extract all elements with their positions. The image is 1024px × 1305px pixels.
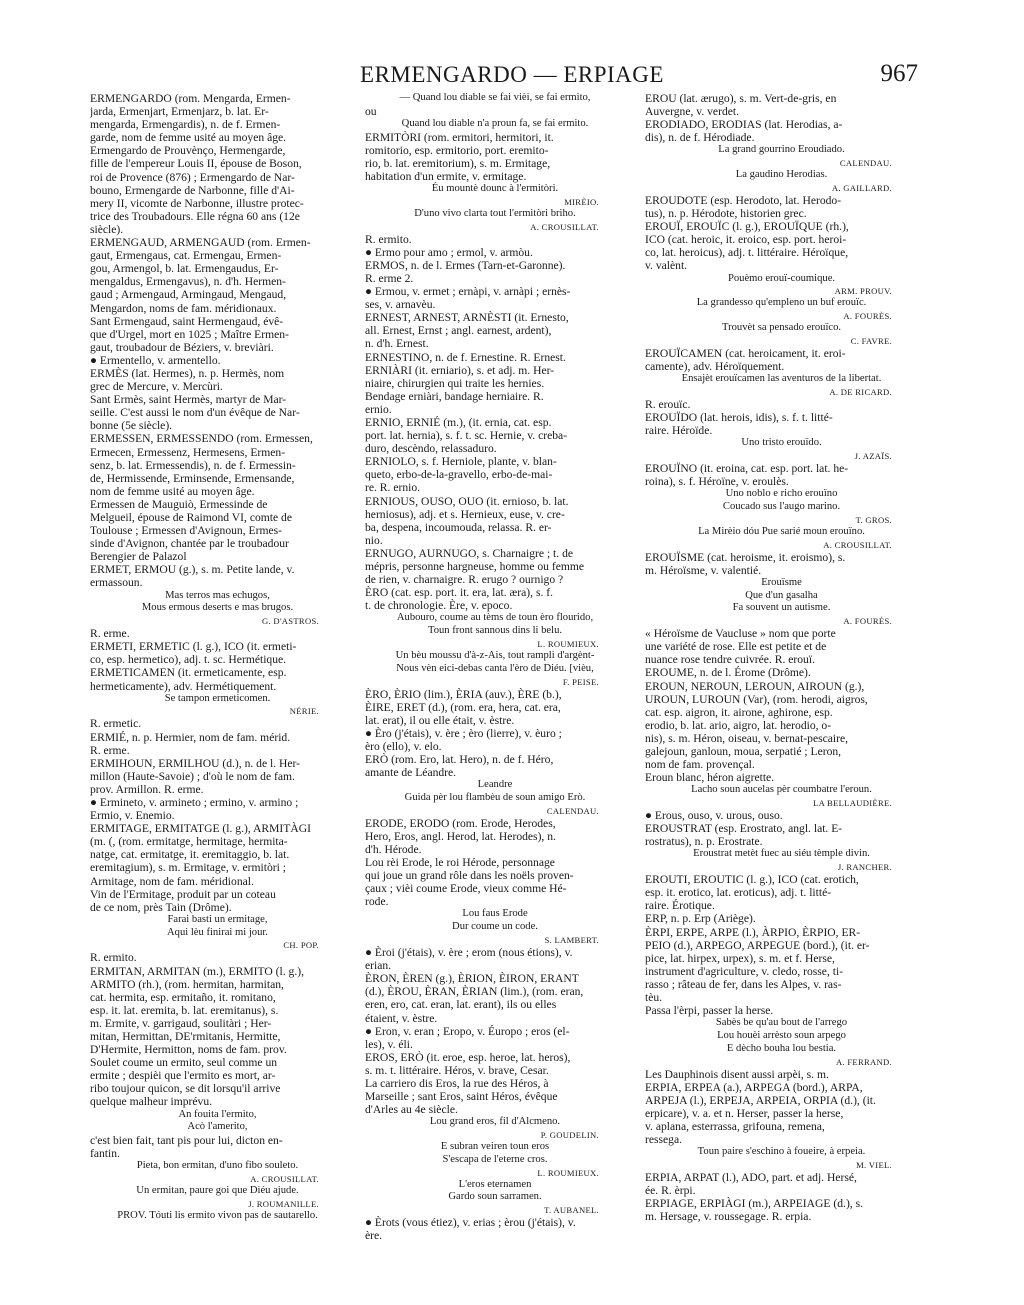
quotation-line: Aqui lèu finirai mi jour. bbox=[167, 926, 268, 938]
quotation-line: Uno noblo e richo erouïno bbox=[725, 488, 838, 500]
entry-text-line: ÈRO (cat. esp. port. it. era, lat. æra), s. f. bbox=[365, 586, 554, 600]
entry-text-line: senz, b. lat. Ermessendis), n. de f. Ermessin- bbox=[90, 458, 296, 472]
entry-text-line: ERNIO, ERNIÉ (m.), (it. ernia, cat. esp. bbox=[365, 415, 552, 429]
quotation-line: Guida pèr lou flambèu de soun amigo Erò. bbox=[404, 792, 586, 804]
entry-text-line: quelque malheur imprévu. bbox=[90, 1095, 213, 1109]
entry-text-line: gaut, Ermengaus, cat. Ermengau, Ermen- bbox=[90, 249, 282, 263]
quotation-author: S. LAMBERT. bbox=[544, 935, 599, 946]
quotation-line: Pouèmo erouï-coumique. bbox=[727, 272, 836, 284]
entry-text-line: d'Arles au 4e siècle. bbox=[365, 1103, 458, 1117]
entry-text-line: R. erouïc. bbox=[645, 397, 691, 411]
entry-text-line: ● Erous, ouso, v. urous, ouso. bbox=[645, 809, 783, 823]
quotation-line: Mous ermous deserts e mas brugos. bbox=[141, 602, 294, 614]
entry-text-line: nis), s. m. Héron, oiseau, v. bernat-pescaire, bbox=[645, 731, 849, 745]
entry-text-line: UROUN, LUROUN (Var), (rom. herodi, aigros, bbox=[645, 692, 868, 706]
entry-text-line: ERMITAN, ARMITAN (m.), ERMITO (l. g.), bbox=[90, 964, 305, 978]
entry-text-line: grec de Mercure, v. Mercùri. bbox=[90, 380, 223, 394]
entry-text-line: Hero, Eros, angl. Herod, lat. Herodes), n. bbox=[365, 829, 556, 843]
quotation-line: Toun front sannous dins li belu. bbox=[427, 625, 563, 637]
quotation-line: E dècho bouha lou bestia. bbox=[726, 1042, 837, 1054]
quotation-line: Gardo soun sarramen. bbox=[448, 1191, 542, 1203]
quotation-line: Dur coume un code. bbox=[452, 921, 538, 933]
entry-text-line: ● Ermentello, v. armentello. bbox=[90, 353, 221, 367]
entry-text-line: de ce nom, près Tain (Drôme). bbox=[90, 900, 232, 914]
running-title: ERMENGARDO — ERPIAGE bbox=[360, 62, 664, 87]
quotation-line: La Mirèio dóu Pue sarié moun erouïno. bbox=[698, 525, 865, 537]
entry-text-line: R. erme. bbox=[90, 743, 130, 757]
entry-text-line: port. lat. hernia), s. f. t. sc. Hernie, v. creba- bbox=[365, 429, 568, 443]
entry-text-line: Les Dauphinois disent aussi arpèi, s. m. bbox=[645, 1067, 829, 1081]
entry-text-line: galejoun, ganloun, moua, serpatié ; Leron, bbox=[645, 744, 842, 758]
entry-text-line: Berengier de Palazol bbox=[90, 550, 187, 564]
quotation-author: T. GROS. bbox=[855, 514, 892, 525]
entry-text-line: ERNEST, ARNEST, ARNÈSTI (it. Ernesto, bbox=[365, 311, 569, 325]
entry-text-line: Lou rèi Erode, le roi Hérode, personnage bbox=[365, 856, 555, 870]
quotation-line: Se tampon ermeticomen. bbox=[164, 692, 271, 704]
entry-text-line: ÈRPI, ERPE, ARPE (l.), ÀRPIO, ÈRPIO, ER- bbox=[645, 925, 861, 939]
entry-text-line: R. ermito. bbox=[90, 951, 137, 965]
entry-text-line: que d'Urgel, mort en 1025 ; Maître Ermen- bbox=[90, 327, 289, 341]
entry-text-line: ernio. bbox=[365, 402, 392, 416]
entry-text-line: m. Ermite, v. garrigaud, soulitàri ; Her- bbox=[90, 1016, 272, 1030]
entry-text-line: rostratus), n. p. Erostrate. bbox=[645, 835, 763, 849]
entry-text-line: rasso ; râteau de fer, dans les Alpes, v. ras- bbox=[645, 977, 842, 991]
entry-text-line: ERMETICAMEN (it. ermeticamente, esp. bbox=[90, 666, 287, 680]
entry-text-line: Toulouse ; Ermessen d'Avignoun, Ermes- bbox=[90, 524, 283, 538]
entry-text-line: mépris, personne hargneuse, homme ou femme bbox=[365, 560, 585, 573]
entry-text-line: eremitagium), s. m. Ermitage, v. ermitòri ; bbox=[90, 861, 286, 875]
entry-text-line: EROUN, NEROUN, LEROUN, AIROUN (g.), bbox=[645, 679, 865, 693]
entry-text-line: ÈRO, ÈRIO (lim.), ÈRIA (auv.), ÈRE (b.), bbox=[365, 687, 562, 701]
entry-text-line: fantin. bbox=[90, 1147, 120, 1161]
entry-text-line: ribo toujour quicon, se dit lorsqu'il arrive bbox=[90, 1082, 281, 1096]
quotation-line: Que d'un gasalha bbox=[745, 589, 818, 601]
entry-text-line: dis), n. de f. Hérodiade. bbox=[645, 131, 755, 145]
entry-text-line: erodio, b. lat. ario, aigro, lat. herodio, o- bbox=[645, 718, 832, 732]
quotation-author: J. RANCHER. bbox=[837, 862, 892, 873]
entry-text-line: fille de l'empereur Louis II, épouse de Boson, bbox=[90, 157, 302, 171]
entry-text-line: c'est bien fait, tant pis pour lui, dicton en- bbox=[90, 1134, 283, 1148]
quotation-line: Toun paire s'eschino à foueire, à erpeia. bbox=[697, 1146, 866, 1158]
quotation-line: Eroustrat metèt fuec au siéu tèmple divin. bbox=[693, 848, 870, 860]
quotation-author: L. ROUMIEUX. bbox=[537, 1167, 599, 1178]
entry-text-line: ERP, n. p. Erp (Ariège). bbox=[645, 912, 756, 926]
quotation-line: Sabès be qu'au bout de l'arrego bbox=[715, 1017, 848, 1029]
entry-text-line: cat. esp. aigron, it. airone, aghirone, esp. bbox=[645, 705, 833, 719]
entry-text-line: erian. bbox=[365, 959, 392, 973]
entry-text-line: hermeticamente), adv. Hermétiquement. bbox=[90, 679, 277, 693]
entry-text-line: nio. bbox=[365, 533, 383, 547]
quotation-author: CH. POP. bbox=[283, 940, 319, 951]
quotation-line: Lou grand eros, fil d'Alcmeno. bbox=[429, 1116, 561, 1128]
entry-text-line: bonne (5e siècle). bbox=[90, 419, 173, 433]
entry-text-line: garde, nom de femme usité au moyen âge. bbox=[90, 131, 287, 145]
entry-text-line: ERNIÀRI (it. erniario), s. et adj. m. Her- bbox=[365, 363, 555, 377]
quotation-author: A. FOURÈS. bbox=[843, 616, 892, 627]
quotation-line: Nous vèn eici-debas canta l'èro de Diéu. [vièu, bbox=[396, 662, 594, 674]
entry-text-line: duro, descèndo, relassaduro. bbox=[365, 442, 497, 456]
entry-text-line: R. erme. bbox=[90, 627, 130, 641]
entry-text-line: gaud ; Armengaud, Armingaud, Mengaud, bbox=[90, 288, 287, 302]
entry-text-line: EROU (lat. ærugo), s. m. Vert-de-gris, en bbox=[645, 92, 837, 105]
entry-text-line: ressega. bbox=[645, 1133, 683, 1147]
entry-text-line: La carriero dis Eros, la rue des Héros, à bbox=[365, 1077, 549, 1090]
entry-text-line: Eroun blanc, héron aigrette. bbox=[645, 771, 775, 785]
entry-text-line: EROUÏ, EROUÏC (l. g.), EROUÏQUE (rh.), bbox=[645, 220, 849, 234]
quotation-line: Lacho soun aucelas pèr coumbatre l'eroun. bbox=[691, 784, 872, 796]
entry-text-line: raire. Héroïde. bbox=[645, 424, 713, 438]
entry-text-line: Soulet coume un ermito, seul comme un bbox=[90, 1056, 278, 1070]
entry-text-line: bouno, Ermengarde de Narbonne, fille d'Ai- bbox=[90, 183, 295, 197]
entry-text-line: de, Hermissende, Erminsende, Ermensande, bbox=[90, 471, 295, 485]
entry-text-line: Bendage erniàri, bandage herniaire. R. bbox=[365, 389, 544, 403]
entry-text-line: Sant Ermès, saint Hermès, martyr de Mar- bbox=[90, 393, 287, 407]
entry-text-line: EROUÏDO (lat. herois, idis), s. f. t. litté- bbox=[645, 411, 833, 424]
entry-text-line: t. de chronologie. Ère, v. epoco. bbox=[365, 599, 513, 613]
quotation-author: A. DE RICARD. bbox=[829, 386, 892, 397]
entry-text-line: mengaldus, Ermengavus), n. d'h. Hermen- bbox=[90, 275, 286, 289]
entry-text-line: ÈRON, ÈREN (g.), ÈRION, ÈIRON, ERANT bbox=[365, 972, 579, 986]
quotation-author: C. FAVRE. bbox=[850, 335, 892, 346]
entry-text-line: pice, lat. hirpex, urpex), s. m. et f. Herse, bbox=[645, 951, 835, 965]
entry-text-line: sinde d'Avignon, chantée par le troubadour bbox=[90, 537, 289, 551]
entry-text-line: ermassoun. bbox=[90, 576, 143, 590]
quotation-line: Lou faus Erode bbox=[462, 908, 528, 920]
entry-text-line: les), v. éli. bbox=[365, 1037, 413, 1051]
text-column-left bbox=[90, 92, 345, 1282]
entry-text-line: (d.), ÈROU, ÈRAN, ÈRIAN (lim.), (rom. eran, bbox=[365, 985, 584, 999]
entry-text-line: ERMITAGE, ERMITATGE (l. g.), ARMITÀGI bbox=[90, 822, 311, 836]
entry-text-line: ERMIHOUN, ERMILHOU (d.), n. de l. Her- bbox=[90, 756, 301, 770]
entry-text-line: niaire, chirurgien qui traite les hernies. bbox=[365, 376, 545, 390]
entry-text-line: habitation d'un ermite, v. ermitage. bbox=[365, 169, 527, 183]
entry-text-line: ERMENGARDO (rom. Mengarda, Ermen- bbox=[90, 92, 291, 105]
entry-text-line: nom de fam. provençal. bbox=[645, 758, 755, 772]
entry-text-line: camente), adv. Héroïquement. bbox=[645, 360, 785, 374]
entry-text-line: Armitage, nom de fam. méridional. bbox=[90, 874, 254, 888]
quotation-line: — Quand lou diable se fai vièi, se fai ermito, bbox=[399, 92, 591, 103]
entry-text-line: amante de Léandre. bbox=[365, 766, 457, 780]
entry-text-line: co, lat. heroicus), adj. t. littéraire. Héroïque, bbox=[645, 246, 849, 260]
entry-text-line: re. R. ernio. bbox=[365, 481, 421, 495]
quotation-author: CALENDAU. bbox=[546, 805, 599, 816]
entry-text-line: EROUDOTE (esp. Herodoto, lat. Herodo- bbox=[645, 193, 842, 207]
entry-text-line: ERMENGAUD, ARMENGAUD (rom. Ermen- bbox=[90, 236, 311, 250]
entry-text-line: èro (ello), v. elo. bbox=[365, 739, 442, 753]
entry-text-line: n. d'h. Ernest. bbox=[365, 337, 429, 351]
entry-text-line: Marseille ; sant Eros, saint Héros, évêque bbox=[365, 1090, 558, 1104]
entry-text-line: ERMESSEN, ERMESSENDO (rom. Ermessen, bbox=[90, 432, 313, 446]
quotation-author: T. AUBANEL. bbox=[544, 1205, 599, 1216]
entry-text-line: Sant Ermengaud, saint Hermengaud, évê- bbox=[90, 314, 284, 328]
quotation-author: P. GOUDELIN. bbox=[540, 1130, 599, 1141]
entry-text-line: R. ermito. bbox=[365, 232, 412, 246]
entry-text-line: raire. Érotique. bbox=[645, 899, 715, 913]
entry-text-line: rode. bbox=[365, 895, 389, 909]
entry-text-line: EROUTI, EROUTIC (l. g.), ICO (cat. erotich, bbox=[645, 873, 859, 887]
quotation-author: NÉRIE. bbox=[289, 706, 319, 717]
entry-text-line: EROUÏNO (it. eroina, cat. esp. port. lat. he- bbox=[645, 461, 849, 475]
entry-text-line: qui joue un grand rôle dans les noëls proven- bbox=[365, 869, 574, 883]
text-column-right bbox=[645, 92, 918, 1282]
entry-text-line: rio, b. lat. eremitorium), s. m. Ermitage, bbox=[365, 156, 551, 170]
entry-text-line: EROUÏSME (cat. heroisme, it. eroismo), s. bbox=[645, 550, 846, 564]
entry-text-line: roi de Provence (876) ; Ermengardo de Nar- bbox=[90, 170, 295, 184]
entry-text-line: ERNESTINO, n. de f. Ernestine. R. Ernest. bbox=[365, 350, 566, 364]
entry-text-line: ARMITO (rh.), (rom. hermitan, harmitan, bbox=[90, 977, 284, 991]
entry-text-line: co, esp. hermetico), adj. t. sc. Hermétique. bbox=[90, 653, 287, 667]
entry-text-line: ● Eron, v. eran ; Eropo, v. Éuropo ; eros (el- bbox=[365, 1024, 570, 1038]
entry-text-line: siècle). bbox=[90, 222, 124, 236]
entry-text-line: nuance rose tendre cuivrée. R. erouï. bbox=[645, 653, 815, 667]
entry-text-line: trice des Troubadours. Elle régna 60 ans (12e bbox=[90, 209, 300, 223]
quotation-author: A. GAILLARD. bbox=[831, 182, 892, 193]
quotation-line: Éu mountè dounc à l'ermitòri. bbox=[431, 183, 559, 195]
entry-text-line: ERMETI, ERMETIC (l. g.), ICO (it. ermeti- bbox=[90, 640, 297, 654]
quotation-author: A. CROUSILLAT. bbox=[530, 221, 599, 232]
entry-text-line: ermite ; despièi que l'ermito es mort, ar- bbox=[90, 1069, 276, 1083]
entry-text-line: ERNIOUS, OUSO, OUO (it. ernioso, b. lat. bbox=[365, 494, 569, 508]
entry-text-line: romitorio, esp. ermitorio, port. eremito- bbox=[365, 143, 549, 157]
entry-text-line: ● Èroi (j'étais), v. ère ; erom (nous étions), v. bbox=[365, 946, 573, 960]
quotation-line: La grand gourrino Eroudiado. bbox=[718, 144, 845, 156]
quotation-line: Mas terros mas echugos, bbox=[165, 589, 270, 601]
entry-text-line: tus), n. p. Hérodote, historien grec. bbox=[645, 207, 807, 221]
entry-text-line: Ermengardo de Prouvènço, Hermengarde, bbox=[90, 144, 286, 158]
entry-text-line: v. valènt. bbox=[645, 259, 688, 273]
entry-text-line: mitan, Hermittan, DE'rmitanis, Hermitte, bbox=[90, 1029, 281, 1043]
entry-text-line: nom de femme usité au moyen âge. bbox=[90, 484, 255, 498]
entry-text-line: ERPIAGE, ERPIÀGI (m.), ARPEIAGE (d.), s. bbox=[645, 1197, 864, 1211]
entry-text-line: herniosus), adj. et s. Hernieux, euse, v. cre- bbox=[365, 507, 565, 521]
entry-text-line: jarda, Ermenjart, Ermenjarz, b. lat. Er- bbox=[90, 105, 269, 119]
entry-text-line: ERPIA, ERPEA (a.), ARPEGA (bord.), ARPA, bbox=[645, 1080, 863, 1094]
entry-text-line: v. aplana, esterrassa, grifouna, remena, bbox=[645, 1119, 825, 1133]
entry-text-line: prov. Armillon. R. erme. bbox=[90, 782, 204, 796]
entry-text-line: mery II, vicomte de Narbonne, illustre protec- bbox=[90, 196, 304, 210]
quotation-author: LA BELLAUDIÈRE. bbox=[813, 798, 892, 809]
entry-text-line: roina), s. f. Héroïne, v. eroulès. bbox=[645, 475, 789, 489]
text-column-middle bbox=[365, 92, 625, 1282]
entry-text-line: esp. it. erotico, lat. eroticus), adj. t. litté- bbox=[645, 886, 832, 900]
entry-text-line: PEIO (d.), ARPEGO, ARPEGUE (bord.), (it. er- bbox=[645, 938, 870, 952]
entry-text-line: all. Ernest, Ernst ; angl. earnest, ardent), bbox=[365, 324, 552, 338]
entry-text-line: Ermecen, Ermessenz, Hermesens, Ermen- bbox=[90, 445, 286, 459]
quotation-line: E subran veiren toun eros bbox=[440, 1141, 550, 1153]
entry-text-line: ● Èrots (vous étiez), v. erias ; èrou (j'étais), v. bbox=[365, 1216, 576, 1230]
entry-text-line: cat. hermita, esp. ermitaño, it. romitano, bbox=[90, 990, 276, 1004]
entry-text-line: ère. bbox=[365, 1229, 383, 1243]
quotation-author: A. CROUSILLAT. bbox=[250, 1174, 319, 1185]
entry-text-line: ba, despena, incoumouda, relassa. R. er- bbox=[365, 520, 552, 534]
entry-text-line: çaux ; vièi coume Erode, vieux comme Hé- bbox=[365, 882, 567, 896]
quotation-line: Un bèu moussu d'à-z-Ais, tout rampli d'argènt- bbox=[395, 649, 595, 661]
entry-text-line: ● Èro (j'étais), v. ère ; èro (lierre), v. èuro ; bbox=[365, 726, 562, 740]
entry-text-line: Melgueil, épouse de Raimond VI, comte de bbox=[90, 511, 292, 524]
entry-text-line: tèu. bbox=[645, 990, 663, 1004]
entry-text-line: ● Ermou, v. ermet ; ernàpi, v. arnàpi ; ernès- bbox=[365, 285, 571, 299]
entry-text-line: ● Ermineto, v. armineto ; ermino, v. armino ; bbox=[90, 795, 299, 809]
entry-text-line: ARPEJA (l.), ERPEJA, ARPEIA, ORPIA (d.), (it. bbox=[645, 1093, 876, 1107]
quotation-line: Farai basti un ermitage, bbox=[167, 913, 268, 925]
entry-text-line: m. Hersage, v. roussegage. R. erpia. bbox=[645, 1210, 812, 1224]
quotation-line: Un ermitan, paure goi que Diéu ajude. bbox=[136, 1185, 299, 1197]
entry-text-line: queto, erbo-de-la-gravello, erbo-de-mai- bbox=[365, 468, 553, 482]
quotation-author: J. ROUMANILLE. bbox=[248, 1198, 319, 1209]
quotation-author: L. ROUMIEUX. bbox=[537, 638, 599, 649]
quotation-line: Fa souvent un autisme. bbox=[732, 602, 831, 614]
entry-text-line: EROS, ERÒ (it. eroe, esp. heroe, lat. heros), bbox=[365, 1050, 571, 1064]
entry-text-line: instrument d'agriculture, v. cledo, rosse, ti- bbox=[645, 964, 844, 978]
quotation-author: G. D'ASTROS. bbox=[262, 616, 319, 627]
entry-text-line: ERMÈS (lat. Hermes), n. p. Hermès, nom bbox=[90, 366, 285, 380]
entry-text-line: EROUSTRAT (esp. Erostrato, angl. lat. E- bbox=[645, 822, 843, 836]
entry-text-line: ● Ermo pour amo ; ermol, v. armòu. bbox=[365, 245, 533, 259]
entry-text-line: eren, ero, cat. eran, lat. erant), ils ou elles bbox=[365, 998, 557, 1012]
entry-text-line: Mengardon, noms de fam. méridionaux. bbox=[90, 301, 277, 315]
quotation-line: An fouita l'ermito, bbox=[178, 1108, 257, 1120]
entry-text-line: étaient, v. èstre. bbox=[365, 1011, 438, 1025]
entry-text-line: ÈIRE, ERET (d.), (rom. era, hera, cat. era, bbox=[365, 700, 561, 714]
entry-text-line: Ermio, v. Enemio. bbox=[90, 809, 175, 823]
quotation-line: D'uno vivo clarta tout l'ermitòri briho. bbox=[414, 207, 576, 219]
entry-text-line: Auvergne, v. verdet. bbox=[645, 105, 740, 119]
entry-text-line: R. ermetic. bbox=[90, 717, 142, 731]
quotation-author: F. PEISE. bbox=[562, 676, 599, 687]
quotation-line: Uno tristo erouïdo. bbox=[741, 437, 822, 449]
quotation-line: Ensajèt erouïcamen las aventuros de la libertat. bbox=[681, 373, 882, 385]
quotation-line: Quand lou diable n'a proun fa, se fai ermito. bbox=[401, 117, 589, 129]
entry-text-line: R. erme 2. bbox=[365, 271, 414, 285]
entry-text-line: ERNUGO, AURNUGO, s. Charnaigre ; t. de bbox=[365, 546, 574, 560]
quotation-author: CALENDAU. bbox=[839, 158, 892, 169]
entry-text-line: de rien, v. charnaigre. R. erugo ? ournigo ? bbox=[365, 573, 564, 587]
quotation-line: Erouïsme bbox=[761, 576, 802, 588]
entry-text-line: ée. R. èrpi. bbox=[645, 1184, 696, 1198]
entry-text-line: D'Hermite, Hermitton, noms de fam. prov. bbox=[90, 1043, 287, 1057]
entry-text-line: ERÒ (rom. Ero, lat. Hero), n. de f. Héro, bbox=[365, 753, 554, 767]
entry-text-line: gaut, troubadour de Béziers, v. breviàri. bbox=[90, 340, 274, 354]
entry-text-line: m. Héroïsme, v. valentié. bbox=[645, 563, 762, 577]
entry-text-line: ERNIOLO, s. f. Herniole, plante, v. blan- bbox=[365, 455, 557, 469]
entry-text-line: s. m. t. littéraire. Héros, v. brave, Cesar. bbox=[365, 1063, 549, 1077]
entry-text-line: (m. (, (rom. ermitatge, hermitage, hermita- bbox=[90, 835, 288, 849]
quotation-line: Pieta, bon ermitan, d'uno fibo souleto. bbox=[136, 1160, 299, 1172]
entry-text-line: esp. it. lat. eremita, b. lat. eremitanus), s. bbox=[90, 1003, 279, 1017]
entry-text-line: ERODIADO, ERODIAS (lat. Herodias, a- bbox=[645, 118, 843, 132]
entry-text-line: EROUÏCAMEN (cat. heroicament, it. eroi- bbox=[645, 346, 846, 360]
page-number: 967 bbox=[880, 60, 918, 87]
entry-text-line: ERMOS, n. de l. Ermes (Tarn-et-Garonne). bbox=[365, 258, 566, 272]
entry-text-line: ERMITÒRI (rom. ermitori, hermitori, it. bbox=[365, 130, 554, 144]
entry-text-line: Vin de l'Ermitage, produit par un coteau bbox=[90, 887, 276, 901]
quotation-author: A. FERRAND. bbox=[835, 1056, 892, 1067]
entry-text-line: mengarda, Ermengardis), n. de f. Ermen- bbox=[90, 118, 281, 132]
quotation-line: Aubouro, coume au tèms de toun èro flourido, bbox=[396, 612, 594, 624]
quotation-author: M. VIEL. bbox=[856, 1159, 892, 1170]
quotation-line: L'eros eternamen bbox=[458, 1178, 532, 1190]
entry-text-line: ERPIA, ARPAT (l.), ADO, part. et adj. Hersé, bbox=[645, 1170, 857, 1184]
quotation-line: La gaudino Herodias. bbox=[735, 169, 828, 181]
entry-text-line: millon (Haute-Savoie) ; d'où le nom de fam. bbox=[90, 769, 295, 783]
entry-text-line: ERODE, ERODO (rom. Erode, Herodes, bbox=[365, 816, 556, 830]
quotation-line: Lou houèi arrèsto soun arpego bbox=[717, 1029, 846, 1041]
quotation-line: Trouvèt sa pensado erouïco. bbox=[721, 322, 842, 334]
quotation-author: A. FOURÈS. bbox=[843, 311, 892, 322]
quotation-author: J. AZAÏS. bbox=[854, 450, 892, 461]
entry-text-line: lat. erat), il ou elle était, v. èstre. bbox=[365, 713, 515, 727]
entry-text-line: ICO (cat. heroic, it. eroico, esp. port. heroi- bbox=[645, 233, 847, 247]
entry-text-line: seille. C'est aussi le nom d'un évêque de Nar- bbox=[90, 406, 300, 420]
quotation-line: Leandre bbox=[477, 779, 513, 791]
entry-text-line: Ermessen de Mauguiò, Ermessinde de bbox=[90, 497, 268, 511]
entry-text-line: EROUME, n. de l. Érome (Drôme). bbox=[645, 666, 811, 680]
entry-text-line: natge, cat. ermitatge, it. eremitaggio, b. lat. bbox=[90, 848, 290, 862]
entry-text-line: ERMET, ERMOU (g.), s. m. Petite lande, v. bbox=[90, 563, 295, 577]
entry-text-line: Passa l'èrpi, passer la herse. bbox=[645, 1004, 774, 1018]
quotation-author: A. CROUSILLAT. bbox=[823, 539, 892, 550]
entry-text-line: erpicare), v. a. et n. Herser, passer la herse, bbox=[645, 1106, 844, 1120]
entry-text-line: d'h. Hérode. bbox=[365, 843, 422, 856]
entry-text-line: ou bbox=[365, 104, 377, 118]
entry-text-line: « Héroïsme de Vaucluse » nom que porte bbox=[645, 627, 836, 641]
quotation-line: S'escapa de l'eterne cros. bbox=[442, 1153, 548, 1165]
entry-text-line: ERMIÉ, n. p. Hermier, nom de fam. mérid. bbox=[90, 730, 291, 744]
quotation-line: PROV. Tóuti lis ermito vivon pas de sautarello. bbox=[117, 1209, 318, 1221]
entry-text-line: une variété de rose. Elle est petite et de bbox=[645, 640, 827, 654]
quotation-author: MIRÈIO. bbox=[564, 196, 599, 207]
quotation-line: La grandesso qu'empleno un buf erouïc. bbox=[696, 297, 867, 309]
quotation-author: ARM. PROUV. bbox=[834, 286, 892, 297]
entry-text-line: gou, Armengol, b. lat. Ermengaudus, Er- bbox=[90, 262, 279, 276]
quotation-line: Acò l'amerito, bbox=[187, 1121, 248, 1133]
quotation-line: Coucado sus l'augo marino. bbox=[722, 500, 841, 512]
entry-text-line: ses, v. arnavèu. bbox=[365, 298, 436, 312]
